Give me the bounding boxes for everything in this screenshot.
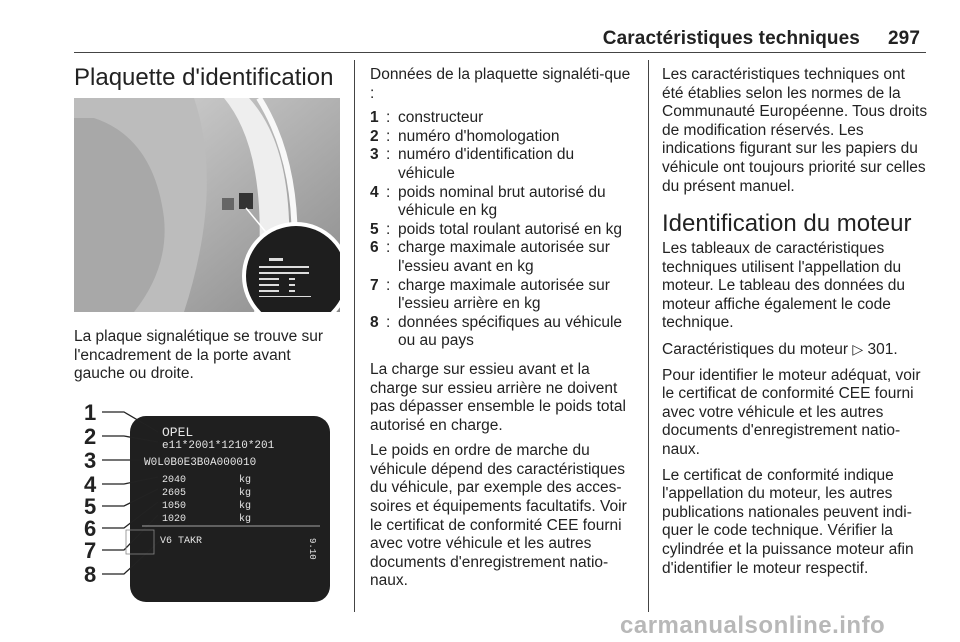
plate-homologation: e11*2001*1210*201 bbox=[162, 440, 275, 452]
plate-data-intro: Données de la plaquette signaléti-que : bbox=[370, 66, 631, 102]
page-number: 297 bbox=[887, 28, 920, 49]
plate-data-list bbox=[370, 109, 634, 351]
plate-bottom-code: V6 TAKR bbox=[160, 536, 203, 547]
page-reference-link[interactable]: 301. bbox=[867, 340, 898, 358]
specs-intro-paragraph: Les caractéristiques techniques ont été établies selon les normes de la Communauté Européenne. Tous droits de modification réservés. Les indications figurant sur les papiers du véhicule ont toujours priorité sur celles du présent manuel. bbox=[662, 66, 928, 195]
header-title: Caractéristiques techniques bbox=[602, 28, 860, 49]
axle-load-paragraph: La charge sur essieu avant et la charge sur essieu arrière ne doivent pas dépasser ensemble le poids total autorisé en charge. bbox=[370, 360, 626, 434]
list-item: 4 : poids nominal brut autorisé du véhicule en kg bbox=[370, 183, 606, 220]
conformity-paragraph: Le certificat de conformité indique l'appellation du moteur, les autres publications nationales peuvent indi-quer le code technique. Vérifier la cylindrée et la puissance moteur afin d'identifier le moteur respectif. bbox=[662, 466, 914, 577]
list-item: 7 : charge maximale autorisée sur l'essieu arrière en kg bbox=[370, 276, 610, 313]
plate-weight-1: 2040 bbox=[162, 475, 187, 486]
column-divider-1 bbox=[354, 60, 355, 612]
right-column-bottom bbox=[662, 240, 928, 578]
list-item: 5 : poids total roulant autorisé en kg bbox=[370, 220, 623, 238]
engine-tables-paragraph: Les tableaux de caractéristiques techniques utilisent l'appellation du moteur. Le tableau des données du moteur affiche également le code technique. bbox=[662, 240, 906, 332]
callout-number-3: 3 bbox=[84, 448, 97, 473]
plate-weight-2: 2605 bbox=[162, 488, 187, 499]
plate-side-code: 9.10 bbox=[307, 538, 317, 560]
engine-ref-paragraph: Caractéristiques du moteur ▷ 301. bbox=[662, 340, 898, 358]
plate-weight-4: 1020 bbox=[162, 514, 187, 525]
plate-weight-3: 1050 bbox=[162, 501, 187, 512]
plate-unit-1: kg bbox=[239, 475, 252, 486]
list-item: 1 : constructeur bbox=[370, 109, 484, 127]
section-heading-engine: Identification du moteur bbox=[662, 210, 912, 237]
list-item: 8 : données spécifiques au véhicule ou au pays bbox=[370, 313, 623, 350]
list-item: 2 : numéro d'homologation bbox=[370, 127, 560, 145]
list-item: 6 : charge maximale autorisée sur l'essieu avant en kg bbox=[370, 239, 610, 275]
plate-unit-4: kg bbox=[239, 514, 252, 525]
door-frame-photo bbox=[74, 98, 340, 312]
plate-caption: La plaque signalétique se trouve sur l'encadrement de la porte avant gauche ou droite. bbox=[74, 328, 324, 383]
list-item: 3 : numéro d'identification du véhicule bbox=[370, 146, 575, 182]
door-frame-illustration bbox=[74, 98, 340, 312]
identification-plate-figure bbox=[74, 392, 340, 610]
column-divider-2 bbox=[648, 60, 649, 612]
callout-number-4: 4 bbox=[84, 472, 97, 497]
page-ref-icon: ▷ bbox=[852, 340, 864, 357]
callout-number-8: 8 bbox=[84, 562, 97, 587]
plate-caption-block bbox=[74, 328, 344, 384]
plate-unit-2: kg bbox=[239, 488, 252, 499]
right-column-top bbox=[662, 66, 928, 196]
plate-unit-3: kg bbox=[239, 501, 252, 512]
middle-column bbox=[370, 66, 634, 591]
section-heading-plate: Plaquette d'identification bbox=[74, 64, 334, 91]
watermark: carmanualsonline.info bbox=[620, 612, 886, 639]
header-rule bbox=[74, 52, 926, 53]
callout-number-1: 1 bbox=[84, 400, 97, 425]
plate-vin: W0L0B0E3B0A000010 bbox=[144, 457, 257, 469]
curb-weight-paragraph: Le poids en ordre de marche du véhicule dépend des caractéristiques du véhicule, par exemple des acces-soires et équipements facultatifs. Voir le certificat de conformité CEE fourni avec votre véhicule et les autres documents d'enregistrement natio-naux. bbox=[370, 442, 627, 590]
page-header bbox=[603, 28, 920, 50]
callout-number-7: 7 bbox=[84, 538, 97, 563]
plate-brand: OPEL bbox=[162, 425, 194, 440]
engine-identify-paragraph: Pour identifier le moteur adéquat, voir le certificat de conformité CEE fourni avec votre véhicule et les autres documents d'enregistrement natio-naux. bbox=[662, 366, 921, 458]
callout-number-5: 5 bbox=[84, 494, 97, 519]
callout-number-6: 6 bbox=[84, 516, 97, 541]
callout-number-2: 2 bbox=[84, 424, 97, 449]
plate-diagram bbox=[74, 392, 340, 610]
